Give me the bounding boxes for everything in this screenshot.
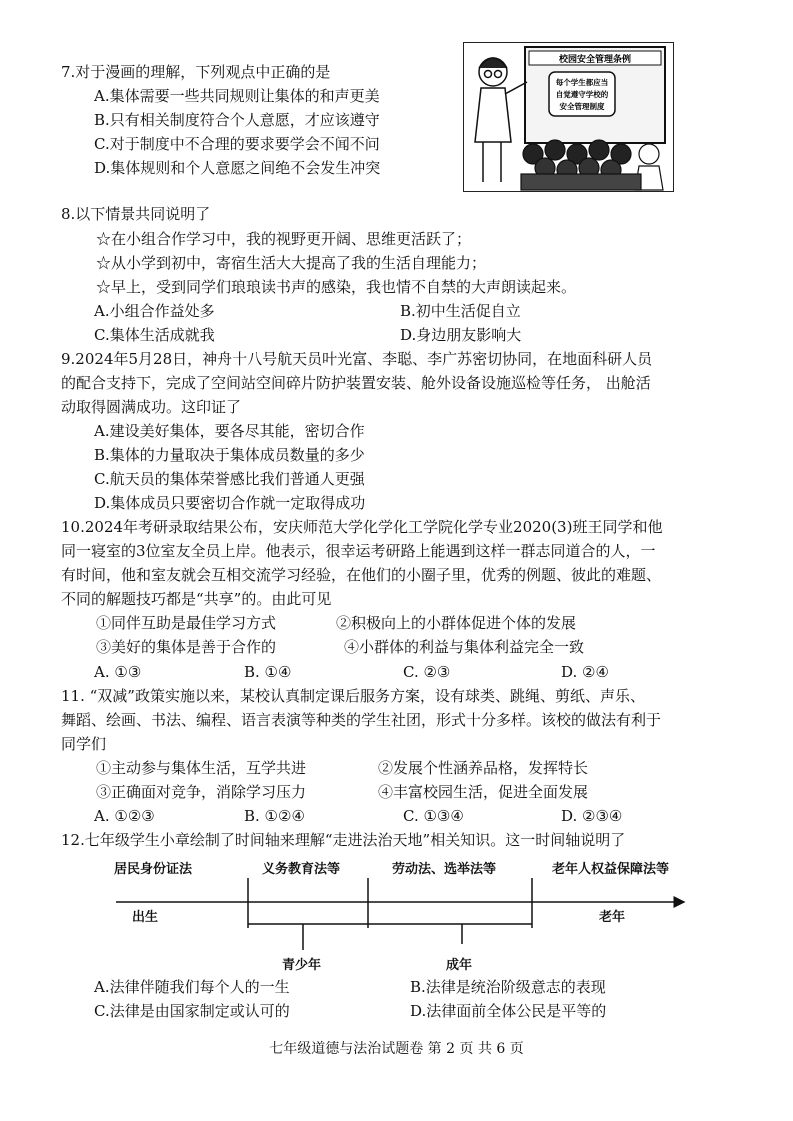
q12-option-d: D.法律面前全体公民是平等的 <box>410 1002 607 1020</box>
q8-item-1: ☆在小组合作学习中，我的视野更开阔、思维更活跃了； <box>96 230 472 248</box>
q8-option-b: B.初中生活促自立 <box>400 302 521 320</box>
q11-stem-line-1: 11. “双减”政策实施以来，某校认真制定课后服务方案，设有球类、跳绳、剪纸、声乐、 <box>61 687 645 705</box>
q12-stem: 12.七年级学生小章绘制了时间轴来理解“走进法治天地”相关知识。这一时间轴说明了 <box>61 831 626 849</box>
q11-stem-line-3: 同学们 <box>61 735 107 753</box>
q11-option-a: A. ①②③ <box>94 807 155 825</box>
q10-item-4: ④小群体的利益与集体利益完全一致 <box>344 638 585 656</box>
q10-stem-line-4: 不同的解题技巧都是“共享”的。由此可见 <box>61 590 332 608</box>
timeline-label-elderly-law: 老年人权益保障法等 <box>552 862 670 877</box>
q8-option-a: A.小组合作益处多 <box>94 302 215 320</box>
q10-item-2: ②积极向上的小群体促进个体的发展 <box>336 614 577 632</box>
q7-stem: 7.对于漫画的理解，下列观点中正确的是 <box>61 63 331 81</box>
q7-option-c: C.对于制度中不合理的要求要学会不闻不问 <box>94 135 380 153</box>
timeline-label-birth: 出生 <box>132 910 159 925</box>
q9-option-d: D.集体成员只要密切合作就一定取得成功 <box>94 494 366 512</box>
q10-option-d: D. ②④ <box>561 663 609 681</box>
board-text-3: 安全管理制度 <box>559 102 605 111</box>
q8-stem: 8.以下情景共同说明了 <box>61 205 211 223</box>
law-timeline <box>96 850 696 980</box>
q11-item-2: ②发展个性涵养品格，发挥特长 <box>378 759 589 777</box>
timeline-label-education-law: 义务教育法等 <box>262 862 341 877</box>
classroom-cartoon <box>463 42 674 192</box>
board-text-2: 自觉遵守学校的 <box>555 90 609 99</box>
board-title: 校园安全管理条例 <box>558 55 632 65</box>
q10-stem-line-3: 有时间，他和室友就会互相交流学习经验，在他们的小圈子里，优秀的例题、彼此的难题、 <box>61 566 662 584</box>
q10-item-3: ③美好的集体是善于合作的 <box>96 638 277 656</box>
q12-option-a: A.法律伴随我们每个人的一生 <box>94 978 290 996</box>
q11-option-d: D. ②③④ <box>561 807 623 825</box>
q10-stem-line-2: 同一寝室的3位室友全员上岸。他表示，很幸运考研路上能遇到这样一群志同道合的人，一 <box>61 542 656 560</box>
q9-stem-line-2: 的配合支持下，完成了空间站空间碎片防护装置安装、舱外设备设施巡检等任务， 出舱活 <box>61 374 651 392</box>
q10-stem-line-1: 10.2024年考研录取结果公布，安庆师范大学化学化工学院化学专业2020(3)班王同学和他 <box>61 518 663 536</box>
q11-stem-line-2: 舞蹈、绘画、书法、编程、语言表演等种类的学生社团，形式十分多样。该校的做法有利于 <box>61 711 662 729</box>
q8-option-d: D.身边朋友影响大 <box>400 326 522 344</box>
q10-option-b: B. ①④ <box>244 663 292 681</box>
q7-option-b: B.只有相关制度符合个人意愿，才应该遵守 <box>94 111 380 129</box>
q9-stem-line-3: 动取得圆满成功。这印证了 <box>61 398 242 416</box>
timeline-label-adult: 成年 <box>446 958 473 973</box>
q12-option-c: C.法律是由国家制定或认可的 <box>94 1002 290 1020</box>
timeline-label-youth: 青少年 <box>282 958 322 973</box>
board-text-1: 每个学生都应当 <box>555 78 609 87</box>
timeline-label-old-age: 老年 <box>599 910 626 925</box>
q7-option-a: A.集体需要一些共同规则让集体的和声更美 <box>94 87 380 105</box>
q10-option-a: A. ①③ <box>94 663 142 681</box>
q11-item-1: ①主动参与集体生活，互学共进 <box>96 759 307 777</box>
q9-option-c: C.航天员的集体荣誉感比我们普通人更强 <box>94 470 365 488</box>
q10-item-1: ①同伴互助是最佳学习方式 <box>96 614 277 632</box>
q8-item-3: ☆早上，受到同学们琅琅读书声的感染，我也情不自禁的大声朗读起来。 <box>96 278 577 296</box>
q10-option-c: C. ②③ <box>403 663 451 681</box>
q9-option-a: A.建设美好集体，要各尽其能，密切合作 <box>94 422 365 440</box>
timeline-label-labor-law: 劳动法、选举法等 <box>392 862 497 877</box>
timeline-label-id-card-law: 居民身份证法 <box>114 862 193 877</box>
q8-option-c: C.集体生活成就我 <box>94 326 215 344</box>
q9-option-b: B.集体的力量取决于集体成员数量的多少 <box>94 446 365 464</box>
q12-option-b: B.法律是统治阶级意志的表现 <box>410 978 606 996</box>
q11-option-c: C. ①③④ <box>403 807 464 825</box>
q11-item-4: ④丰富校园生活，促进全面发展 <box>378 783 589 801</box>
q11-item-3: ③正确面对竞争，消除学习压力 <box>96 783 307 801</box>
q7-option-d: D.集体规则和个人意愿之间绝不会发生冲突 <box>94 159 381 177</box>
page-footer: 七年级道德与法治试题卷 第 2 页 共 6 页 <box>269 1041 524 1057</box>
q8-item-2: ☆从小学到初中，寄宿生活大大提高了我的生活自理能力； <box>96 254 487 272</box>
q11-option-b: B. ①②④ <box>244 807 305 825</box>
q9-stem-line-1: 9.2024年5月28日，神舟十八号航天员叶光富、李聪、李广苏密切协同，在地面科研人员 <box>61 350 653 368</box>
